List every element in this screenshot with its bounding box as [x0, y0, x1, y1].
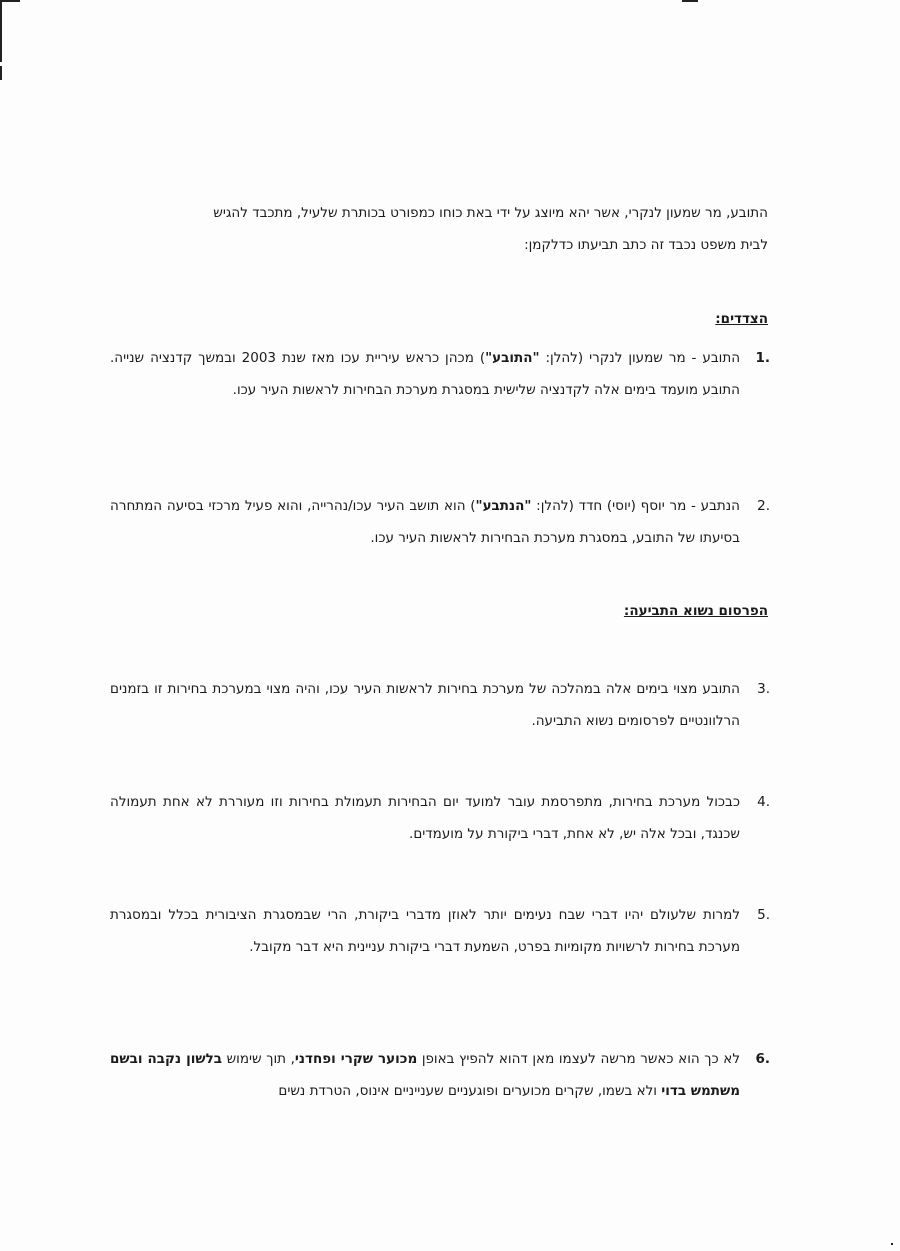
scan-edge-mark — [0, 0, 20, 2]
item-number: .2 — [757, 498, 770, 514]
item-text: לא כך הוא כאשר מרשה לעצמו מאן דהוא להפיץ באופן מכוער שקרי ופחדני, תוך שימוש בלשון נקבה ובשם משתמש בדוי ולא בשמו, שקרים מכוערים ופוגעניים שענייניים אינוס, הטרדת נשים — [110, 1051, 740, 1099]
scan-edge-mark — [0, 0, 2, 62]
item-text: למרות שלעולם יהיו דברי שבח נעימים יותר לאוזן מדברי ביקורת, הרי שבמסגרת הציבורית בכלל ובמסגרת מערכת בחירות לרשויות מקומיות בפרט, השמעת דברי ביקורת עניינית היא דבר מקובל. — [110, 907, 740, 955]
intro-paragraph — [128, 197, 768, 261]
publication-heading: הפרסום נשוא התביעה: — [623, 603, 768, 619]
item-text: התובע - מר שמעון לנקרי (להלן: "התובע") מכהן כראש עיריית עכו מאז שנת 2003 ובמשך קדנציה שנייה. התובע מועמד בימים אלה לקדנציה שלישית במסגרת מערכת הבחירות לראשות העיר עכו. — [110, 350, 741, 398]
scan-dot — [891, 1243, 893, 1245]
item-text: התובע מצוי בימים אלה במהלכה של מערכת בחירות לראשות העיר עכו, והיה מצוי במערכת בחירות זו בזמנים הרלוונטיים לפרסומים נשוא התביעה. — [110, 681, 740, 729]
scan-edge-mark — [682, 0, 698, 2]
intro-line-2: לבית משפט נכבד זה כתב תביעתו כדלקמן: — [524, 237, 768, 253]
item-text: הנתבע - מר יוסף (יוסי) חדד (להלן: "הנתבע") הוא תושב העיר עכו/נהרייה, והוא פעיל מרכזי בסיעה המתחרה בסיעתו של התובע, במסגרת מערכת הבחירות לראשות העיר עכו. — [110, 498, 741, 546]
item-number: .3 — [757, 681, 770, 697]
parties-heading: הצדדים: — [715, 311, 768, 327]
intro-line-1: התובע, מר שמעון לנקרי, אשר יהא מיוצג על ידי באת כוחו כמפורט בכותרת שלעיל, מתכבד להגיש — [213, 205, 768, 221]
item-number: .5 — [757, 907, 770, 923]
item-number: .6 — [755, 1051, 770, 1067]
item-text: כבכול מערכת בחירות, מתפרסמת עובר למועד יום הבחירות תעמולת בחירות וזו מעוררת לא אחת תעמולה שכנגד, ובכל אלה יש, לא אחת, דברי ביקורת על מועמדים. — [110, 794, 740, 842]
item-number: .1 — [755, 350, 770, 366]
item-number: .4 — [757, 794, 770, 810]
scan-edge-mark — [0, 66, 2, 80]
